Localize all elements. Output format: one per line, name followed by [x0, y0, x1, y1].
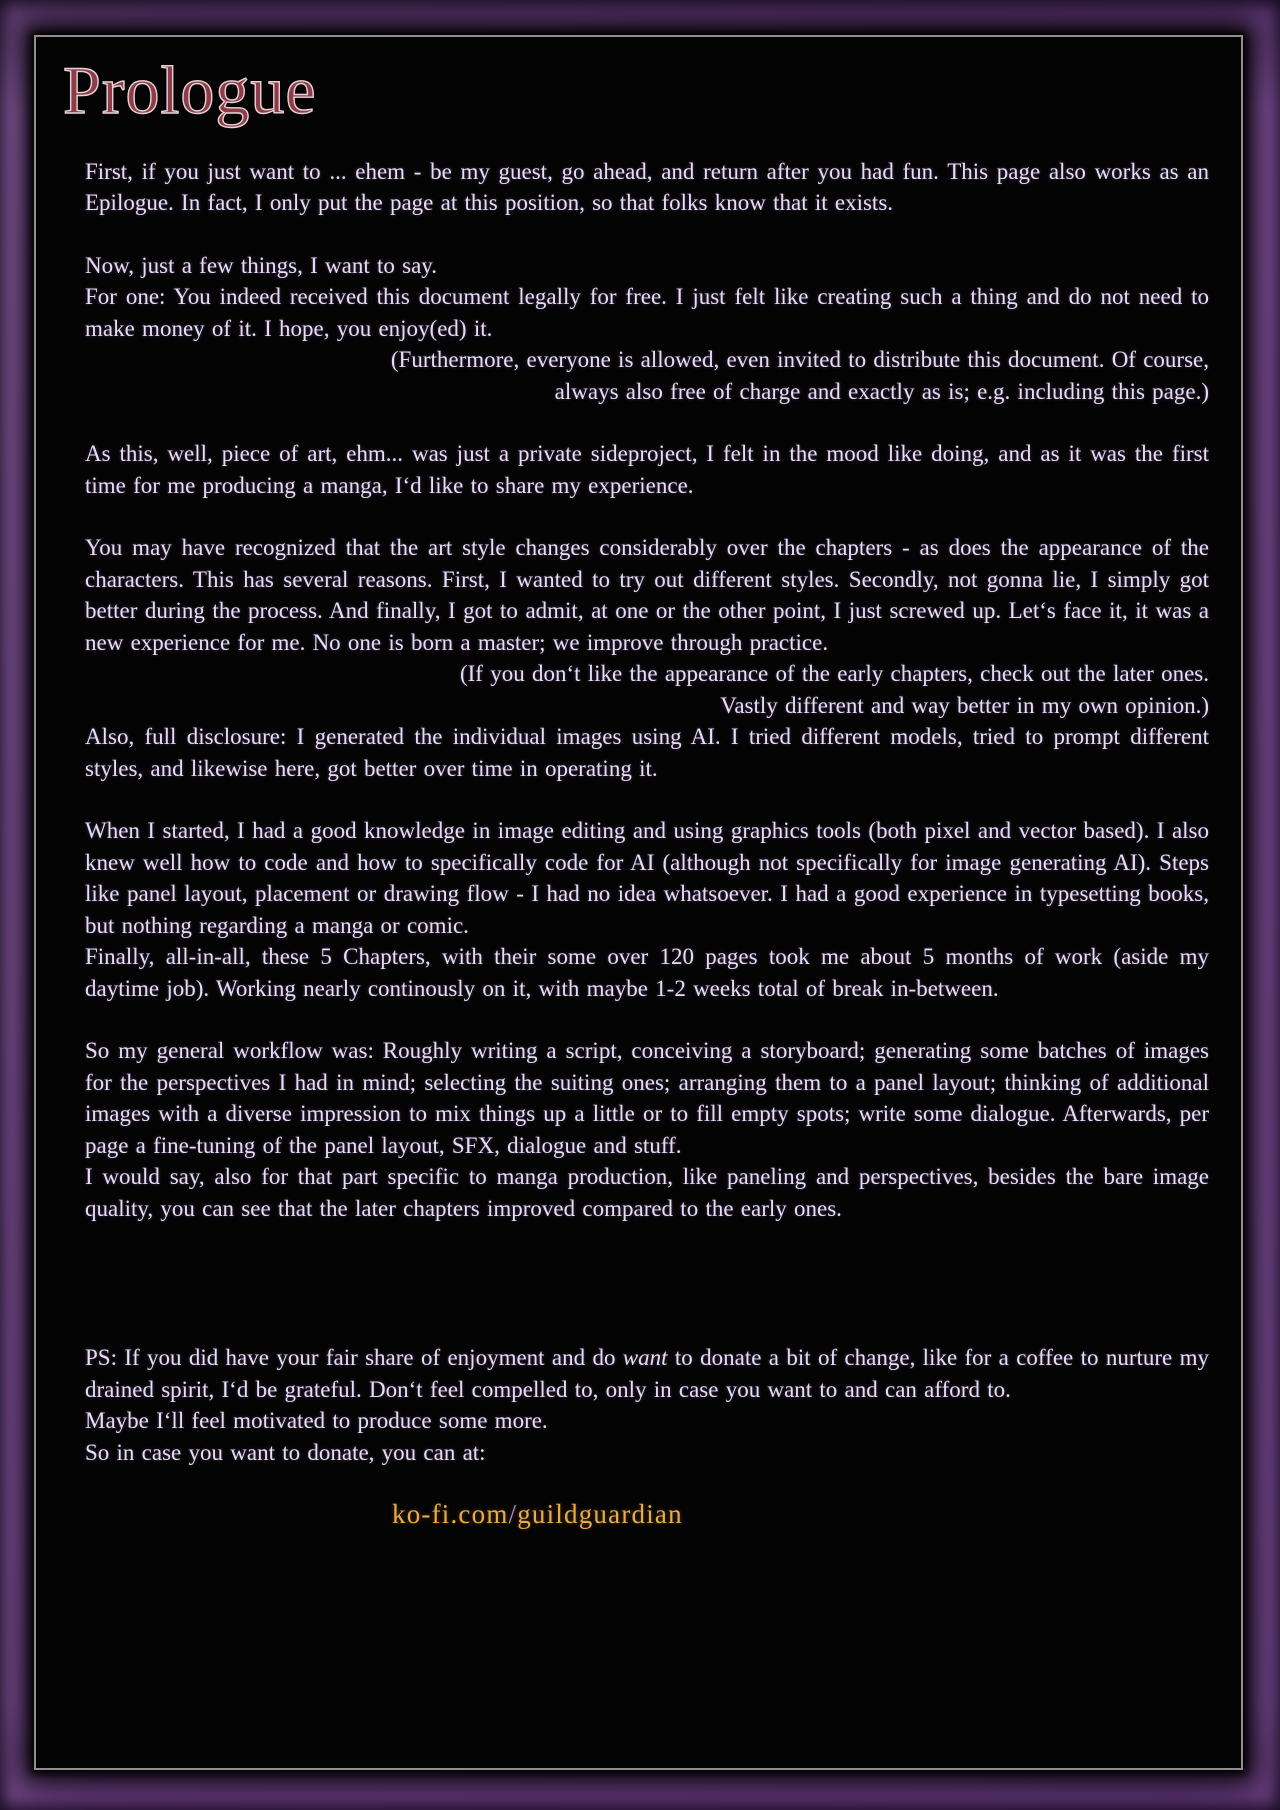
paragraph-text: For one: You indeed received this document legally for free. I just felt like creating such a thing and do not need to make money of it. I hope, you enjoy(ed) it.: [85, 284, 1209, 341]
parenthetical-note-line: always also free of charge and exactly as is; e.g. including this page.): [554, 378, 1209, 404]
paragraph-text: First, if you just want to ... ehem - be my guest, go ahead, and return after you had fun. This page also works as an Epilogue. In fact, I only put the page at this position, so that folks know that it exists.: [85, 158, 1209, 216]
page-title: Prologue: [63, 52, 317, 128]
art-style-paragraph: [85, 532, 1209, 784]
free-document-paragraph: [85, 250, 1209, 408]
paragraph-text: You may have recognized that the art style changes considerably over the chapters - as does the appearance of the characters. This has several reasons. First, I wanted to try out different styles. Secondly, not gonna lie, I simply got better during the process. And finally, I got to admit, at one or the other point, I just screwed up. Let‘s face it, it was a new experience for me. No one is born a master; we improve through practice.: [85, 535, 1209, 655]
paragraph-text: Also, full disclosure: I generated the individual images using AI. I tried different models, tried to prompt different styles, and likewise here, got better over time in operating it.: [85, 724, 1209, 781]
kofi-donation-link[interactable]: [392, 1499, 683, 1531]
donate-link-row: [85, 1499, 1209, 1532]
paragraph-text: Maybe I‘ll feel motivated to produce some more.: [85, 1408, 548, 1434]
parenthetical-note-line: Vastly different and way better in my own opinion.): [720, 692, 1209, 718]
ps-emphasis-text: want: [622, 1345, 668, 1371]
parenthetical-note-line: (Furthermore, everyone is allowed, even invited to distribute this document. Of course,: [390, 347, 1209, 373]
document-body: [85, 156, 1209, 1532]
ps-post-text: to donate a bit of change, like for a coffee to nurture my drained spirit, I‘d be grateful. Don‘t feel compelled to, only in case you want to and can afford to.: [85, 1345, 1209, 1402]
paragraph-text: I would say, also for that part specific to manga production, like paneling and perspectives, besides the bare image quality, you can see that the later chapters improved compared to the early ones.: [85, 1164, 1209, 1221]
kofi-link-slash: /: [508, 1499, 518, 1530]
experience-paragraph: [85, 815, 1209, 1004]
kofi-link-domain: ko-fi.com: [392, 1499, 509, 1530]
paragraph-text: So my general workflow was: Roughly writing a script, conceiving a storyboard; generating some batches of images for the perspectives I had in mind; selecting the suiting ones; arranging them to a panel layout; thinking of additional images with a diverse impression to mix things up a little or to fill empty spots; write some dialogue. Afterwards, per page a fine-tuning of the panel layout, SFX, dialogue and stuff.: [85, 1038, 1209, 1158]
ps-pre-text: PS: If you did have your fair share of enjoyment and do: [85, 1345, 623, 1371]
paragraph-text: [85, 1342, 1209, 1405]
paragraph-text: So in case you want to donate, you can at:: [85, 1439, 486, 1465]
ps-paragraph: [85, 1342, 1209, 1468]
paragraph-text: Finally, all-in-all, these 5 Chapters, with their some over 120 pages took me about 5 months of work (aside my daytime job). Working nearly continously on it, with maybe 1-2 weeks total of break in-between.: [85, 944, 1209, 1001]
kofi-link-path: guildguardian: [517, 1499, 683, 1530]
parenthetical-note-line: (If you don‘t like the appearance of the early chapters, check out the later ones.: [459, 661, 1209, 687]
paragraph-text: When I started, I had a good knowledge in image editing and using graphics tools (both pixel and vector based). I also knew well how to code and how to specifically code for AI (although not specifically for image generating AI). Steps like panel layout, placement or drawing flow - I had no idea whatsoever. I had a good experience in typesetting books, but nothing regarding a manga or comic.: [85, 818, 1209, 938]
sideproject-paragraph: [85, 438, 1209, 501]
paragraph-text: As this, well, piece of art, ehm... was just a private sideproject, I felt in the mood like doing, and as it was the first time for me producing a manga, I‘d like to share my experience.: [85, 441, 1209, 498]
document-page: [34, 35, 1243, 1770]
workflow-paragraph: [85, 1035, 1209, 1224]
paragraph-text: Now, just a few things, I want to say.: [85, 252, 438, 278]
intro-paragraph: [85, 156, 1209, 219]
